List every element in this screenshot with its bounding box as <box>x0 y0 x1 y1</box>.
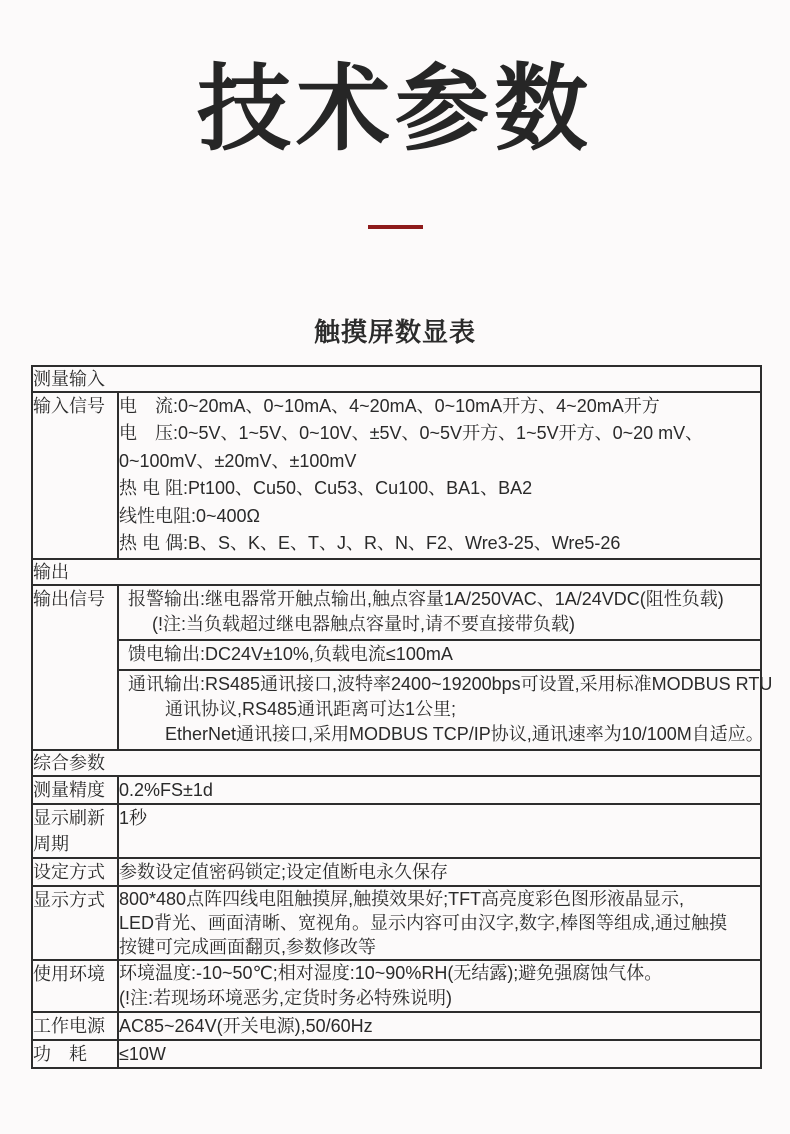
row-label <box>32 804 118 858</box>
row-label: 设定方式 <box>33 861 105 882</box>
product-subtitle: 触摸屏数显表 <box>313 316 476 347</box>
section-title: 输出 <box>33 561 69 582</box>
table-row-accuracy <box>32 776 761 804</box>
table-row-display <box>32 886 761 960</box>
display-line2: LED背光、画面清晰、宽视角。显示内容可由汉字,数字,棒图等组成,通过触摸 <box>119 912 728 933</box>
row-value <box>118 392 761 559</box>
output-comm-subrow <box>119 669 773 749</box>
row-value <box>118 886 761 960</box>
row-value <box>118 585 773 750</box>
output-alarm-subrow <box>119 586 760 639</box>
row-label: 工作电源 <box>33 1015 105 1036</box>
row-value <box>118 776 761 804</box>
display-line1: 800*480点阵四线电阻触摸屏,触摸效果好;TFT高亮度彩色图形液晶显示, <box>119 888 685 909</box>
environment-line2: (!注:若现场环境恶劣,定货时务必特殊说明) <box>119 987 452 1008</box>
refresh-label-line1: 显示刷新 <box>33 807 105 828</box>
environment-line1: 环境温度:-10~50℃;相对湿度:10~90%RH(无结露);避免强腐蚀气体。 <box>119 962 663 983</box>
row-value <box>118 1012 761 1040</box>
input-signal-line-rtd: 热 电 阻:Pt100、Cu50、Cu53、Cu100、BA1、BA2 <box>119 478 533 499</box>
table-row-input-signal <box>32 392 761 559</box>
row-label: 功 耗 <box>33 1043 87 1064</box>
input-signal-line-tc: 热 电 偶:B、S、K、E、T、J、R、N、F2、Wre3-25、Wre5-26 <box>119 533 621 554</box>
section-row-general <box>32 750 761 776</box>
display-line3: 按键可完成画面翻页,参数修改等 <box>119 936 376 957</box>
input-signal-line-voltage: 电 压:0~5V、1~5V、0~10V、±5V、0~5V开方、1~5V开方、0~20 mV、 <box>119 423 704 444</box>
spec-sheet-page <box>0 56 790 1104</box>
comm-output-line3: EtherNet通讯接口,采用MODBUS TCP/IP协议,通讯速率为10/100M自适应。 <box>165 723 764 744</box>
accuracy-value: 0.2%FS±1d <box>119 779 213 800</box>
row-value <box>118 804 761 858</box>
input-signal-line-current: 电 流:0~20mA、0~10mA、4~20mA、0~10mA开方、4~20mA开方 <box>119 395 660 416</box>
refresh-value: 1秒 <box>119 807 148 828</box>
row-label: 输出信号 <box>33 588 105 609</box>
row-label: 显示方式 <box>33 889 105 910</box>
power-value: AC85~264V(开关电源),50/60Hz <box>119 1015 373 1036</box>
row-label: 使用环境 <box>33 963 105 984</box>
table-row-refresh <box>32 804 761 858</box>
refresh-label-line2: 周期 <box>33 833 69 854</box>
alarm-output-note: (!注:当负载超过继电器触点容量时,请不要直接带负载) <box>152 613 575 634</box>
table-row-environment <box>32 960 761 1012</box>
comm-output-line2: 通讯协议,RS485通讯距离可达1公里; <box>165 698 457 719</box>
table-row-power <box>32 1012 761 1040</box>
input-signal-line-voltage2: 0~100mV、±20mV、±100mV <box>119 450 357 471</box>
section-title: 综合参数 <box>33 752 105 773</box>
table-row-setting <box>32 858 761 886</box>
consumption-value: ≤10W <box>119 1043 166 1064</box>
alarm-output-line: 报警输出:继电器常开触点输出,触点容量1A/250VAC、1A/24VDC(阻性负载) <box>128 588 724 609</box>
page-title: 技术参数 <box>196 56 593 161</box>
setting-value: 参数设定值密码锁定;设定值断电永久保存 <box>119 861 448 882</box>
row-value <box>118 960 761 1012</box>
row-value <box>118 1040 761 1068</box>
output-feed-subrow <box>119 639 760 669</box>
comm-output-line1: 通讯输出:RS485通讯接口,波特率2400~19200bps可设置,采用标准MODBUS RTU <box>128 673 773 694</box>
section-row-measure-input <box>32 366 761 392</box>
table-row-output-signal <box>32 585 761 750</box>
input-signal-line-resistance: 线性电阻:0~400Ω <box>119 505 261 526</box>
row-value <box>118 858 761 886</box>
section-row-output <box>32 559 761 585</box>
spec-table <box>31 365 773 1069</box>
feed-output-line: 馈电输出:DC24V±10%,负载电流≤100mA <box>128 643 453 664</box>
row-label: 测量精度 <box>33 779 105 800</box>
table-row-consumption <box>32 1040 761 1068</box>
row-label: 输入信号 <box>33 395 105 416</box>
section-title: 测量输入 <box>33 368 105 389</box>
title-accent-divider <box>368 225 423 229</box>
